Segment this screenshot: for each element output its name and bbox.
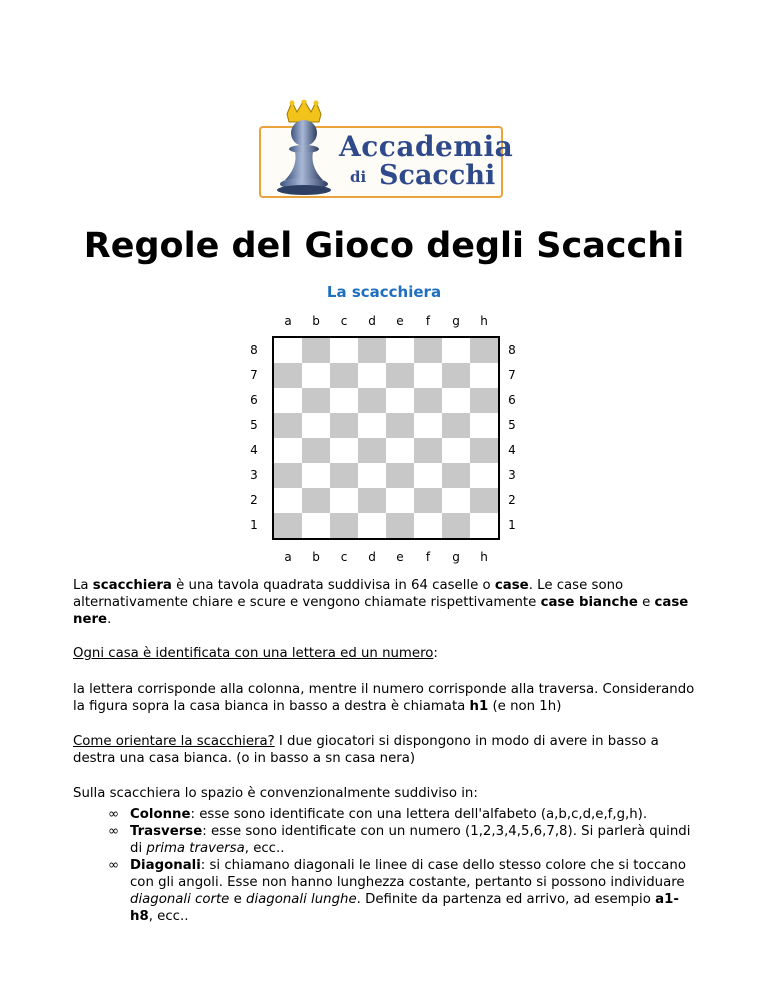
rank-label-1: 1: [508, 518, 516, 532]
rank-label-3: 3: [508, 468, 516, 482]
rank-label-5: 5: [250, 418, 258, 432]
square-b3: [302, 463, 330, 488]
square-d3: [358, 463, 386, 488]
rank-label-8: 8: [250, 343, 258, 357]
square-c4: [330, 438, 358, 463]
term-colonne: Colonne: [130, 807, 191, 822]
square-d6: [358, 388, 386, 413]
paragraph-space-division: Sulla scacchiera lo spazio è convenzionalmente suddiviso in:: [73, 786, 478, 802]
rank-label-8: 8: [508, 343, 516, 357]
paragraph-identification: [73, 645, 703, 662]
logo-word-di: di: [350, 168, 367, 186]
rank-label-2: 2: [250, 493, 258, 507]
square-h8: [470, 338, 498, 363]
square-b8: [302, 338, 330, 363]
list-item-trasverse: [108, 823, 698, 857]
page-title: Regole del Gioco degli Scacchi: [83, 226, 685, 266]
term-case: case: [494, 578, 529, 594]
underlined-text: Ogni casa è identificata con una lettera ed un numero: [73, 646, 434, 662]
square-d8: [358, 338, 386, 363]
text: La: [73, 578, 93, 594]
square-b2: [302, 488, 330, 513]
square-e4: [386, 438, 414, 463]
divisions-list: [108, 806, 698, 925]
square-a7: [274, 363, 302, 388]
square-d1: [358, 513, 386, 538]
square-e7: [386, 363, 414, 388]
square-h4: [470, 438, 498, 463]
text: (e non 1h): [488, 699, 562, 715]
square-d4: [358, 438, 386, 463]
file-label-f: f: [425, 314, 431, 328]
file-label-b: b: [312, 550, 320, 564]
square-g4: [442, 438, 470, 463]
file-label-c: c: [340, 550, 348, 564]
square-c5: [330, 413, 358, 438]
square-c1: [330, 513, 358, 538]
square-h5: [470, 413, 498, 438]
file-label-e: e: [396, 314, 404, 328]
file-label-f: f: [425, 550, 431, 564]
file-label-d: d: [368, 314, 376, 328]
square-a5: [274, 413, 302, 438]
square-g1: [442, 513, 470, 538]
square-a2: [274, 488, 302, 513]
file-label-g: g: [452, 314, 460, 328]
rank-label-1: 1: [250, 518, 258, 532]
square-e3: [386, 463, 414, 488]
square-a1: [274, 513, 302, 538]
file-label-h: h: [480, 550, 488, 564]
rank-label-2: 2: [508, 493, 516, 507]
list-item-diagonali: [108, 857, 698, 925]
paragraph-orientation: [73, 733, 703, 767]
square-b6: [302, 388, 330, 413]
text: , ecc..: [244, 841, 285, 856]
square-f6: [414, 388, 442, 413]
square-g3: [442, 463, 470, 488]
square-c8: [330, 338, 358, 363]
logo-word-scacchi: Scacchi: [379, 160, 496, 191]
file-label-e: e: [396, 550, 404, 564]
square-c3: [330, 463, 358, 488]
square-h6: [470, 388, 498, 413]
square-e5: [386, 413, 414, 438]
square-f5: [414, 413, 442, 438]
section-subtitle: La scacchiera: [326, 283, 442, 301]
text: I due giocatori si dispongono in modo di avere in basso a destra una casa bianca. (o in basso a sn casa nera): [73, 734, 659, 767]
text: : si chiamano diagonali le linee di case dello stesso colore che si toccano con gli angoli. Esse non hanno lunghezza costante, pertanto si possono individuare: [130, 858, 686, 890]
text: è una tavola quadrata suddivisa in 64 caselle o: [171, 578, 495, 594]
square-b4: [302, 438, 330, 463]
square-a3: [274, 463, 302, 488]
square-b7: [302, 363, 330, 388]
square-c2: [330, 488, 358, 513]
text: . Definite da partenza ed arrivo, ad esempio: [356, 892, 656, 907]
term-h1: h1: [469, 699, 489, 715]
pawn-crown-icon: [273, 100, 335, 196]
rank-label-4: 4: [250, 443, 258, 457]
square-d7: [358, 363, 386, 388]
academy-logo: [255, 100, 514, 196]
text: la lettera corrisponde alla colonna, mentre il numero corrisponde alla traversa. Considerando la figura sopra la casa bianca in basso a destra è chiamata: [73, 682, 695, 715]
square-g7: [442, 363, 470, 388]
file-label-d: d: [368, 550, 376, 564]
rank-label-6: 6: [250, 393, 258, 407]
square-h2: [470, 488, 498, 513]
file-label-g: g: [452, 550, 460, 564]
italic-prima-traversa: prima traversa: [146, 841, 245, 856]
underlined-question: Come orientare la scacchiera?: [73, 734, 275, 750]
term-a1-h8: a1-h8: [130, 892, 679, 924]
infinity-bullet-icon: ∞: [108, 807, 120, 822]
file-label-c: c: [340, 314, 348, 328]
rank-label-5: 5: [508, 418, 516, 432]
square-e6: [386, 388, 414, 413]
file-label-a: a: [284, 314, 292, 328]
file-label-h: h: [480, 314, 488, 328]
file-label-a: a: [284, 550, 292, 564]
square-e8: [386, 338, 414, 363]
italic-diagonali-corte: diagonali corte: [130, 892, 230, 907]
square-a4: [274, 438, 302, 463]
square-c7: [330, 363, 358, 388]
square-a6: [274, 388, 302, 413]
text: :: [433, 646, 438, 662]
infinity-bullet-icon: ∞: [108, 858, 120, 873]
square-g8: [442, 338, 470, 363]
chessboard-figure: [240, 308, 530, 572]
text: : esse sono identificate con un numero (1,2,3,4,5,6,7,8). Si parlerà quindi di: [130, 824, 691, 856]
italic-diagonali-lunghe: diagonali lunghe: [246, 892, 357, 907]
infinity-bullet-icon: ∞: [108, 824, 120, 839]
text: . Le case sono alternativamente chiare e scure e vengono chiamate rispettivamente: [73, 578, 624, 611]
square-f1: [414, 513, 442, 538]
square-g5: [442, 413, 470, 438]
term-case-bianche: case bianche: [540, 595, 638, 611]
text: e: [229, 892, 246, 907]
square-h3: [470, 463, 498, 488]
rank-label-7: 7: [250, 368, 258, 382]
term-diagonali: Diagonali: [130, 858, 201, 873]
paragraph-letter-number: [73, 681, 703, 715]
paragraph-scacchiera-definition: [73, 577, 703, 628]
rank-label-3: 3: [250, 468, 258, 482]
term-trasverse: Trasverse: [130, 824, 203, 839]
square-f8: [414, 338, 442, 363]
square-b5: [302, 413, 330, 438]
square-f2: [414, 488, 442, 513]
text: : esse sono identificate con una lettera dell'alfabeto (a,b,c,d,e,f,g,h).: [190, 807, 648, 822]
square-f7: [414, 363, 442, 388]
square-a8: [274, 338, 302, 363]
text: , ecc..: [148, 909, 189, 924]
square-d2: [358, 488, 386, 513]
rank-label-6: 6: [508, 393, 516, 407]
square-e2: [386, 488, 414, 513]
square-e1: [386, 513, 414, 538]
rank-label-7: 7: [508, 368, 516, 382]
square-h1: [470, 513, 498, 538]
term-case-nere: case nere: [73, 595, 689, 628]
text: e: [637, 595, 655, 611]
square-c6: [330, 388, 358, 413]
list-item-colonne: [108, 806, 698, 823]
logo-word-accademia: Accademia: [339, 130, 514, 163]
square-b1: [302, 513, 330, 538]
rank-label-4: 4: [508, 443, 516, 457]
file-label-b: b: [312, 314, 320, 328]
square-g6: [442, 388, 470, 413]
chessboard-grid: [272, 336, 500, 540]
square-g2: [442, 488, 470, 513]
text: .: [107, 612, 112, 628]
square-f4: [414, 438, 442, 463]
square-h7: [470, 363, 498, 388]
term-scacchiera: scacchiera: [92, 578, 172, 594]
square-d5: [358, 413, 386, 438]
square-f3: [414, 463, 442, 488]
